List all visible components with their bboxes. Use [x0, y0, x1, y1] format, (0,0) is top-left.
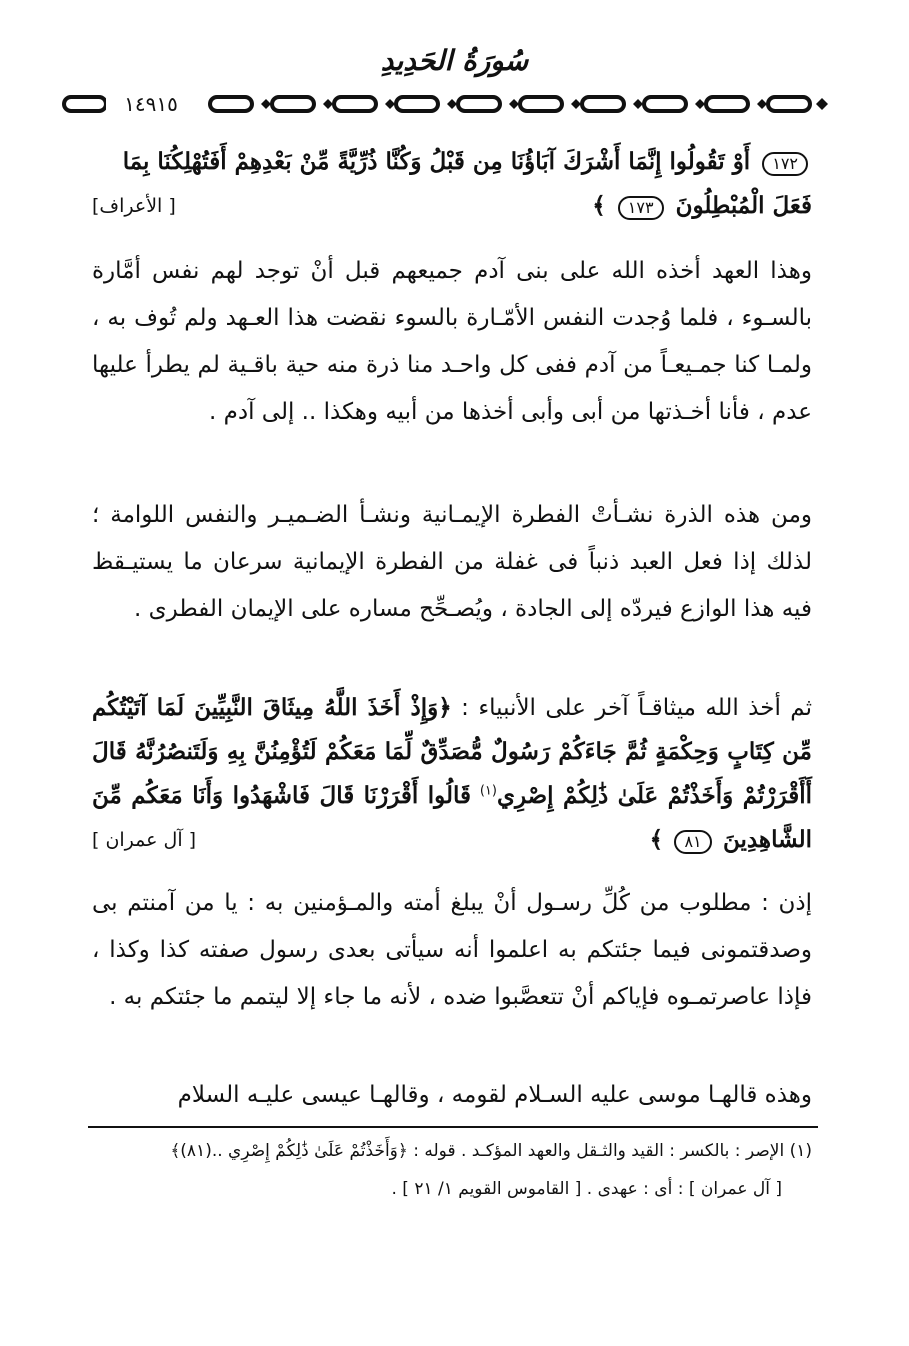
verse-text-line1: أَوْ تَقُولُوا إِنَّمَا أَشْرَكَ آبَاؤُنَا مِن قَبْلُ وَكُنَّا ذُرِّيَّةً مِّنْ بَعْدِهِمْ أَفَتُهْلِكُنَا بِمَا — [122, 148, 751, 175]
quran-verse-block — [92, 140, 812, 228]
surah-title: سُورَةُ الحَدِيدِ — [380, 44, 529, 77]
verse-number: ٨١ — [674, 830, 711, 854]
verse-open-bracket: ﴿ — [438, 694, 452, 721]
verse-text: قَالُوا أَقْرَرْنَا قَالَ فَاشْهَدُوا وَأَنَا مَعَكُم مِّنَ الشَّاهِدِينَ — [92, 782, 812, 853]
surah-reference: [ الأعراف] — [92, 195, 176, 217]
paragraph: وهذا العهد أخذه الله على بنى آدم جميعهم قبل أنْ توجد لهم نفس أمَّارة بالسـوء ، فلما وُجدت النفس الأمّـارة بالسوء نقضت هذا العـهد ولم تُوف به ، ولمـا كنا جمـيعـاً من آدم ففى كل واحـد منا ذرة منه حية باقـية لم يطرأ عليها عدم ، فأنا أخـذتها من أبى وأبى أخذها من أبيه وهكذا .. إلى آدم . — [92, 258, 812, 425]
verse-text: وَإِذْ أَخَذَ اللَّهُ مِيثَاقَ النَّبِيِّينَ لَمَا آتَيْتُكُم مِّن كِتَابٍ وَحِكْمَةٍ ثُمَّ جَاءَكُمْ رَسُولٌ مُّصَدِّقٌ لِّمَا مَعَكُمْ لَتُؤْمِنُنَّ بِهِ وَلَتَنصُرُنَّهُ قَالَ أَأَقْرَرْتُمْ وَأَخَذْتُمْ عَلَىٰ ذَٰلِكُمْ إِصْرِي — [92, 694, 812, 809]
verse-number: ١٧٣ — [618, 196, 664, 220]
verse-number: ١٧٢ — [762, 152, 808, 176]
paragraph-intro: ثم أخذ الله ميثاقـاً آخر على الأنبياء : — [461, 695, 813, 721]
page-number: ١٤٩١٥ — [106, 90, 196, 118]
paragraph-with-verse — [92, 686, 812, 862]
footnotes — [92, 1132, 812, 1208]
paragraph: إذن : مطلوب من كُلِّ رسـول أنْ يبلغ أمته والمـؤمنين به : يا من آمنتم بى وصدقتمونى فيما جئتكم به اعلموا أنه سيأتى بعدى رسول صفته كذا وكذا ، فإذا عاصرتمـوه فإياكم أنْ تتعصَّبوا ضده ، لأنه ما جاء إلا ليتمم ما جئتكم به . — [92, 890, 812, 1010]
footnote-line: (١) الإصر : بالكسر : القيد والثـقل والعهد المؤكـد . قوله : ﴿وَأَخَذْتُمْ عَلَىٰ ذَٰلِكُمْ إِصْرِي ..(٨١)﴾ — [170, 1141, 812, 1161]
footnote-divider — [88, 1126, 818, 1128]
footnote-line: [ آل عمران ] : أى : عهدى . [ القاموس القويم ١/ ٢١ ] . — [391, 1179, 782, 1199]
verse-text-line2: فَعَلَ الْمُبْطِلُونَ — [675, 192, 812, 219]
surah-reference: [ آل عمران ] — [92, 829, 197, 851]
verse-close-bracket: ﴾ — [592, 192, 606, 219]
verse-close-bracket: ﴾ — [649, 826, 664, 853]
footnote-marker[interactable]: (١) — [479, 783, 497, 799]
paragraph: ومن هذه الذرة نشـأتْ الفطرة الإيمـانية ونشـأ الضـميـر والنفس اللوامة ؛ لذلك إذا فعل العبد ذنباً فى غفلة من الفطرة الإيمانية سرعان ما يستيـقظ فيه هذا الوازع فيردّه إلى الجادة ، ويُصـحِّح مساره على الإيمان الفطرى . — [92, 502, 812, 622]
paragraph: وهذه قالهـا موسى عليه السـلام لقومه ، وقالهـا عيسى عليـه السلام — [177, 1082, 812, 1108]
